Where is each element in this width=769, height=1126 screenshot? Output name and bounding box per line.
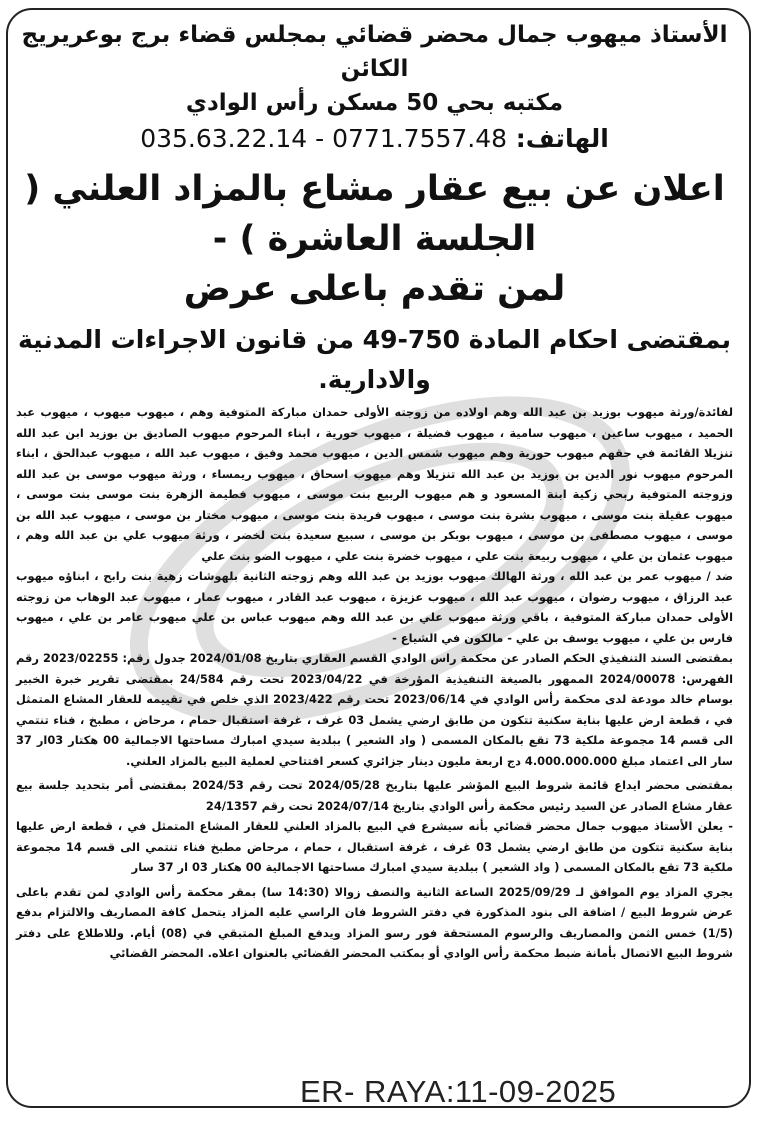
- phone-label: الهاتف:: [515, 124, 609, 153]
- office-address-line: مكتبه بحي 50 مسكن رأس الوادي: [185, 90, 564, 116]
- sale-conditions-deposit-paragraph: بمقتضى محضر ايداع قائمة شروط البيع المؤشر عليها بتاريخ 2024/05/28 تحت رقم 2024/53 بمقتضى أمر بتحديد جلسة بيع عقار مشاع الصادر عن السيد رئيس محكمة رأس الوادي بتاريخ 2024/07/14 تحت رقم 24/1357: [16, 778, 733, 813]
- phone-line: [16, 120, 733, 158]
- sale-announcement-paragraph: - يعلن الأستاذ ميهوب جمال محضر قضائي بأنه سيشرع في البيع بالمزاد العلني للعقار المشاع المتمثل في ، قطعة ارض عليها بناية سكنية تتكون من طابق ارضي يشمل 03 غرف ، غرفة استقبال ، حمام ، مرحاض مطبخ فناء تنتمي الى قسم 14 مجموعة ملكية 73 تقع بالمكان المسمى ( واد الشعير ) ببلدية سيدي امبارك مساحتها الاجمالية 00 هكتار 03 ار 37 سار: [16, 819, 733, 874]
- notice-title: اعلان عن بيع عقار مشاع بالمزاد العلني ( الجلسة العاشرة ) -: [24, 169, 725, 259]
- legal-basis-heading: بمقتضى احكام المادة 750-49 من قانون الاجراءات المدنية والادارية.: [18, 325, 731, 394]
- executive-title-paragraph: بمقتضى السند التنفيذي الحكم الصادر عن محكمة راس الوادي القسم العقاري بتاريخ 2024/01/08 جدول رقم: 2023/02255 رقم الفهرس: 2024/00078 الممهور بالصيغة التنفيذية المؤرخة في 2023/04/22 تحت رقم 24/584 بمقتضى تقرير خبرة الخبير بوسام خالد مودعة لدى محكمة رأس الوادي في 2023/06/14 تحت رقم 2023/422 الذي خلص في تقييمه للعقار المشاع المتمثل في ، قطعة ارض عليها بناية سكنية تتكون من طابق ارضي يشمل 03 غرف ، غرفة استقبال حمام ، مرحاض ، مطبخ ، فناء تنتمي الى قسم 14 مجموعة ملكية 73 تقع بالمكان المسمى ( واد الشعير ) ببلدية سيدي امبارك مساحتها الاجمالية 00 هكتار 03ار 37 سار الى اعتماد مبلغ 4.000.000.000 دج اربعة مليون دينار جزائري كسعر افتتاحي لعملية البيع بالمزاد العلني.: [16, 651, 734, 768]
- defendants-paragraph: ضد / ميهوب عمر بن عبد الله ، ورثة الهالك ميهوب بوزيد بن عبد الله وهم زوجته الثانية بلهوشات زهية بنت رابح ، ابناؤه ميهوب عبد الرزاق ، ميهوب رضوان ، ميهوب عبد الله ، ميهوب عزيزة ، ميهوب عبد القادر ، ميهوب عمار ، ميهوب عبد الوهاب من زوجته الأولى حمدان مباركة المتوفية ، باقي ورثة ميهوب علي بن عبد الله وهم ميهوب عباس بن علي ميهوب عامر بن علي ، ميهوب فارس بن علي ، ميهوب يوسف بن علي - مالكون في الشياع -: [16, 569, 733, 645]
- beneficiaries-paragraph: لفائدة/ورثة ميهوب بوزيد بن عبد الله وهم اولاده من زوجته الأولى حمدان مباركة المتوفية وهم ، ميهوب ميهوب ، ميهوب عبد الحميد ، ميهوب ساعين ، ميهوب سامية ، ميهوب فضيلة ، ميهوب حورية ، ابناء المرحوم ميهوب الصاديق بن بوزيد ابن عبد الله تنزيلا القائمة في حقهم ميهوب حورية وهم ميهوب شمس الدين ، ميهوب محمد وفيق ، ميهوب عبد الله ، ميهوب عبدالحق ، ابناء المرحوم ميهوب نور الدين بن بوزيد بن عبد الله تنزيلا وهم ميهوب اسحاق ، ميهوب ريمساء ، ورثة ميهوب موسى بن عبد الله وزوجته المتوفية ربحي زكية ابنة المسعود و هم ميهوب الربيع بنت موسى ، ميهوب فطيمة الزهرة بنت موسى بنت موسى ، ميهوب عقيلة بنت موسى ، ميهوب بشرة بنت موسى ، ميهوب فريدة بنت موسى ، ميهوب مختار بن موسى ، ميهوب عبد الله بن موسى ، ميهوب مصطفى بن موسى ، ميهوب بوبكر بن موسى ، سبيع سعيدة بنت لخضر ، ورثة ميهوب علي بن عبد الله وهم ، ميهوب عثمان بن علي ، ميهوب ربيعة بنت علي ، ميهوب خضرة بنت علي ، ميهوب الضو بنت علي: [16, 405, 733, 563]
- phone-numbers: 0771.7557.48 - 035.63.22.14: [140, 124, 508, 153]
- notice-title-second-line: لمن تقدم باعلى عرض: [183, 269, 566, 309]
- publication-reference: ER- RAYA:11-09-2025: [300, 1074, 617, 1109]
- bailiff-name-line: الأستاذ ميهوب جمال محضر قضائي بمجلس قضاء برج بوعريريج الكائن: [21, 22, 728, 82]
- auction-date-paragraph: يجري المزاد يوم الموافق لـ 2025/09/29 الساعة الثانية والنصف زوالا (14:30 سا) بمقر محكمة رأس الوادي لمن تقدم باعلى عرض شروط البيع / اضافة الى بنود المذكورة في دفتر الشروط فان الراسي عليه المزاد يتحمل كافة المصاريف والالتزام بدفع (1/5) خمس الثمن والمصاريف والرسوم المستحقة فور رسو المزاد ويدفع المبلغ المتبقي في (08) أيام. وللاطلاع على دفتر شروط البيع الاتصال بأمانة ضبط محكمة رأس الوادي أو بمكتب المحضر القضائي بالعنوان اعلاه. المحضر القضائي: [16, 884, 733, 960]
- notice-content: [16, 18, 733, 964]
